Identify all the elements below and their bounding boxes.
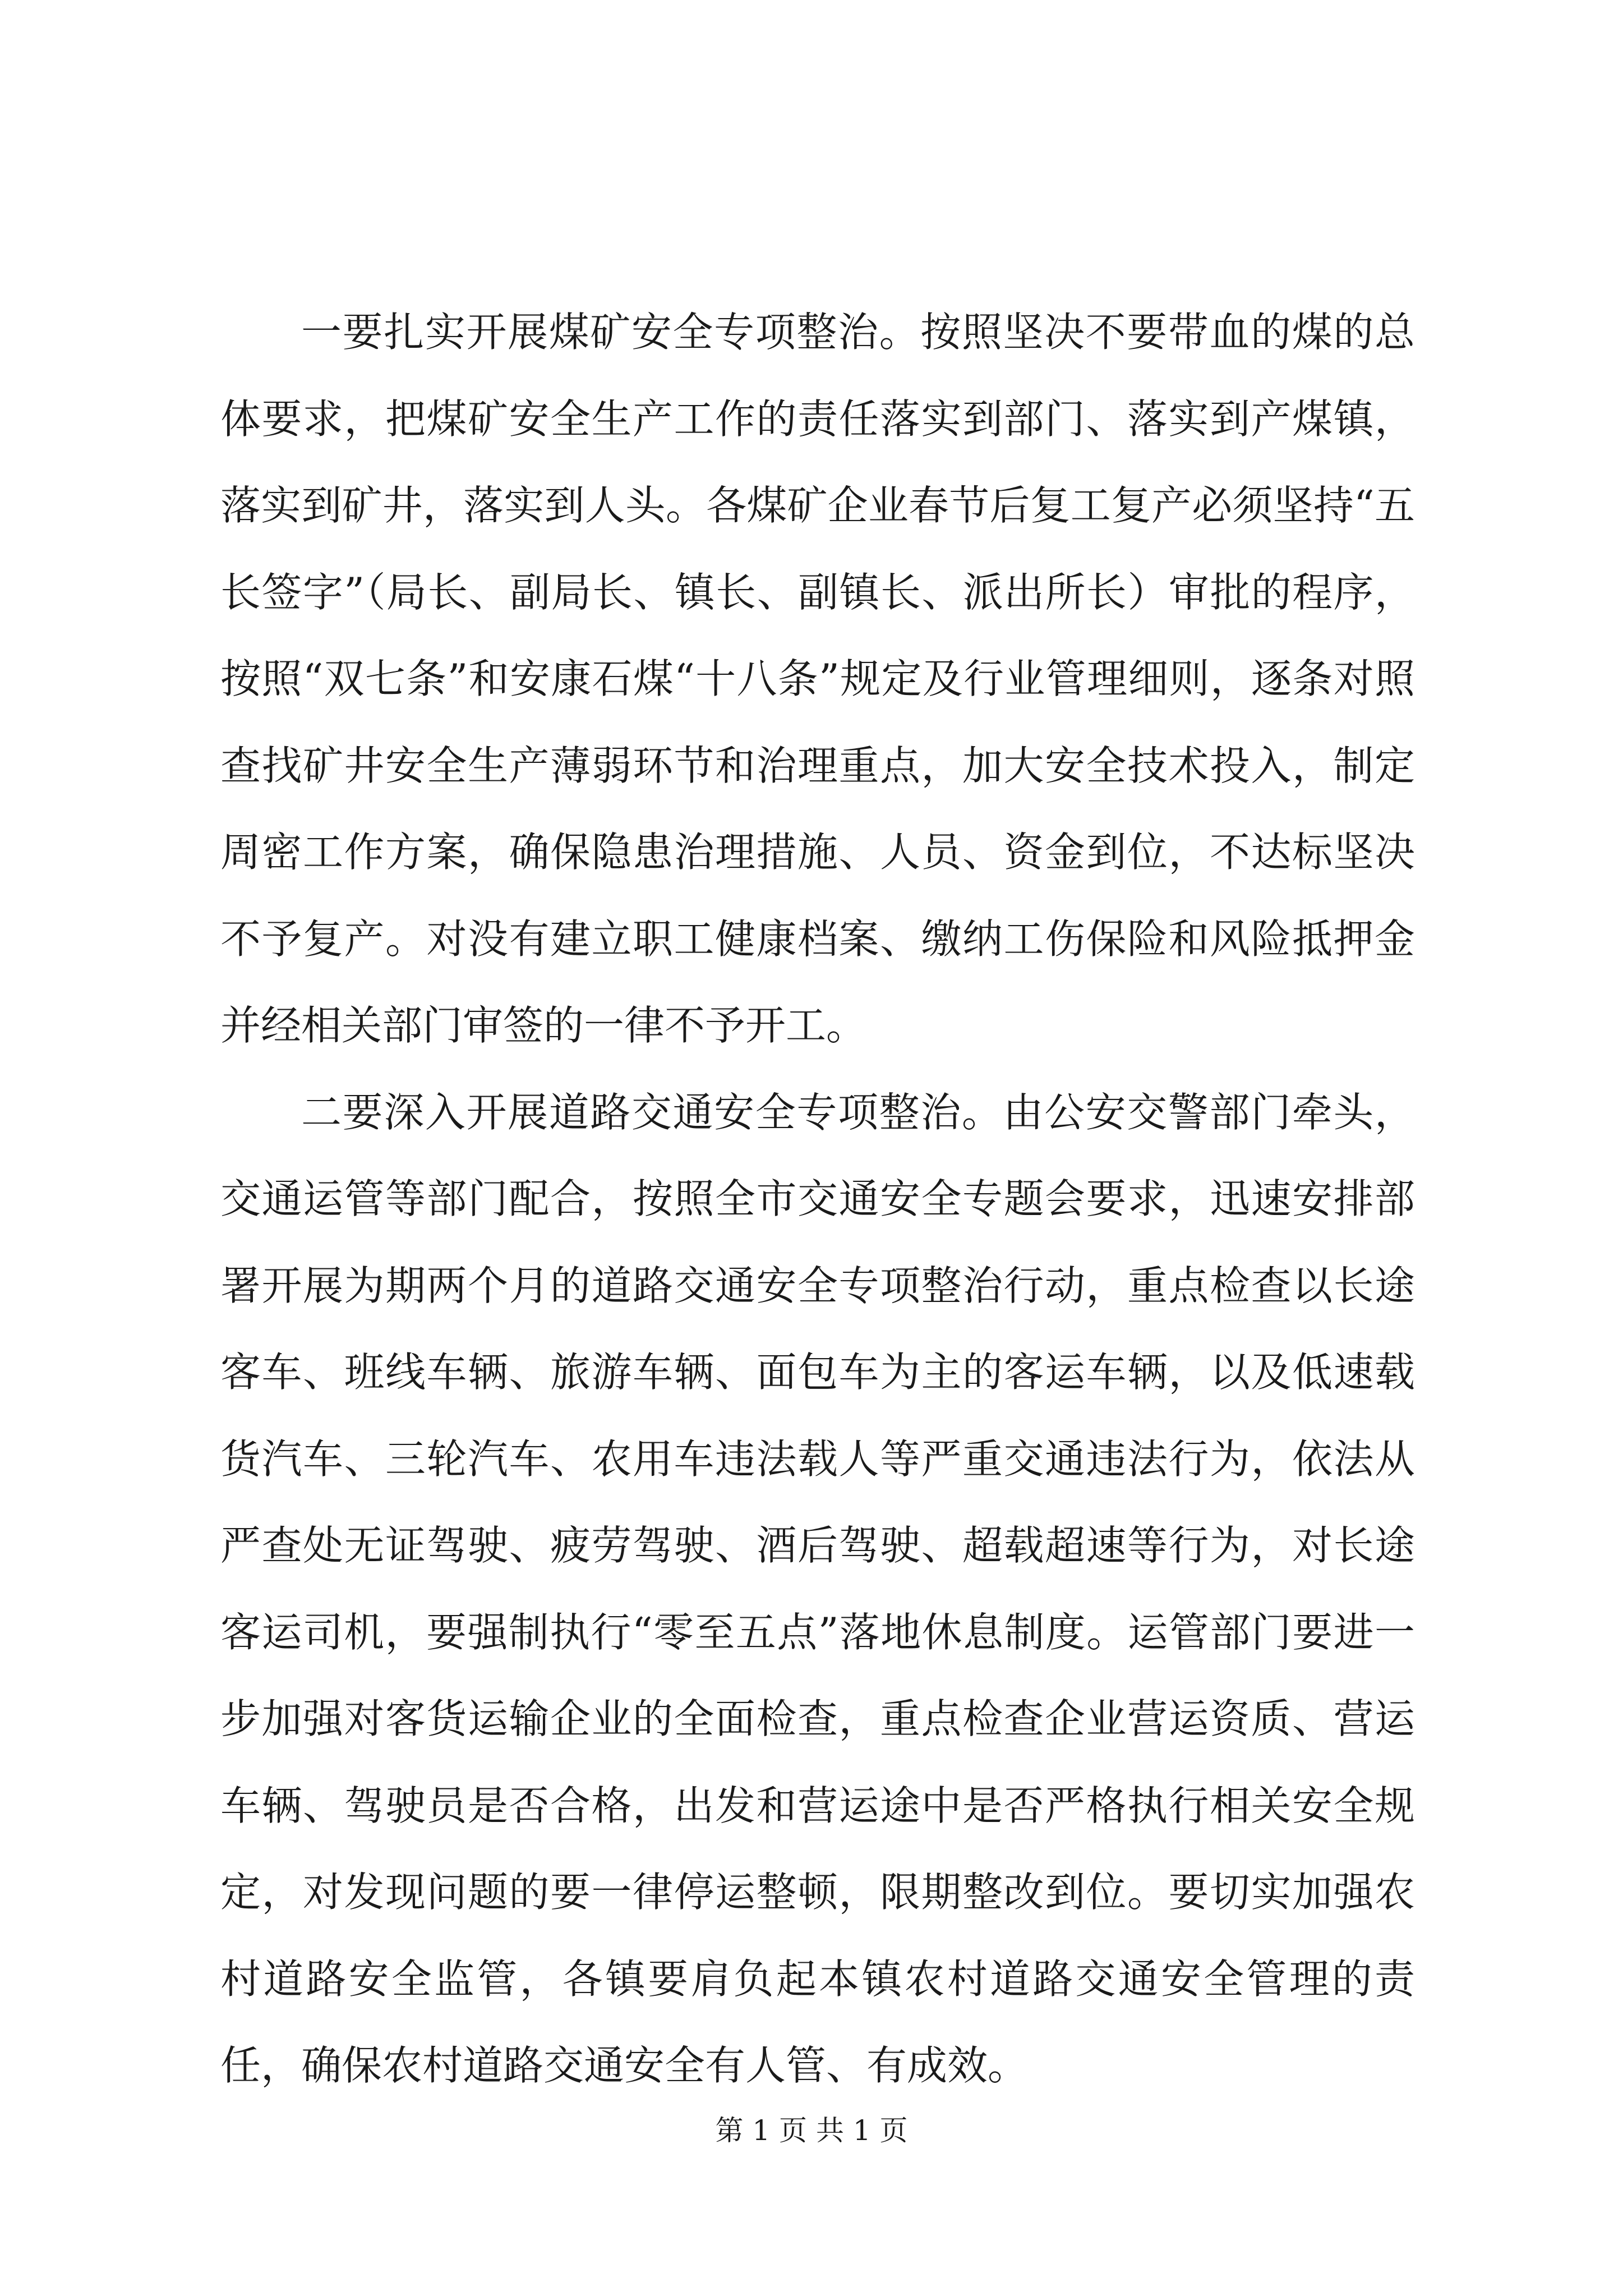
paragraph-road-traffic-safety: 二要深入开展道路交通安全专项整治。由公安交警部门牵头，交通运管等部门配合，按照全市交通安全专题会要求，迅速安排部署开展为期两个月的道路交通安全专项整治行动，重点检查以长途客车、班线车辆、旅游车辆、面包车为主的客运车辆，以及低速载货汽车、三轮汽车、农用车违法载人等严重交通违法行为，依法从严查处无证驾驶、疲劳驾驶、酒后驾驶、超载超速等行为，对长途客运司机，要强制执行“零至五点”落地休息制度。运管部门要进一步加强对客货运输企业的全面检查，重点检查企业营运资质、营运车辆、驾驶员是否合格，出发和营运途中是否严格执行相关安全规定，对发现问题的要一律停运整顿，限期整改到位。要切实加强农村道路安全监管，各镇要肩负起本镇农村道路交通安全管理的责任，确保农村道路交通安全有人管、有成效。 (220, 1088, 1415, 2089)
page-footer: 第 1 页 共 1 页 (715, 2114, 908, 2147)
document-body (220, 289, 1415, 2109)
paragraph-coal-mine-safety: 一要扎实开展煤矿安全专项整治。按照坚决不要带血的煤的总体要求，把煤矿安全生产工作的责任落实到部门、落实到产煤镇，落实到矿井，落实到人头。各煤矿企业春节后复工复产必须坚持“五长签字”（局长、副局长、镇长、副镇长、派出所长）审批的程序，按照“双七条”和安康石煤“十八条”规定及行业管理细则，逐条对照查找矿井安全生产薄弱环节和治理重点，加大安全技术投入，制定周密工作方案，确保隐患治理措施、人员、资金到位，不达标坚决不予复产。对没有建立职工健康档案、缴纳工伤保险和风险抵押金并经相关部门审签的一律不予开工。 (220, 309, 1415, 1049)
